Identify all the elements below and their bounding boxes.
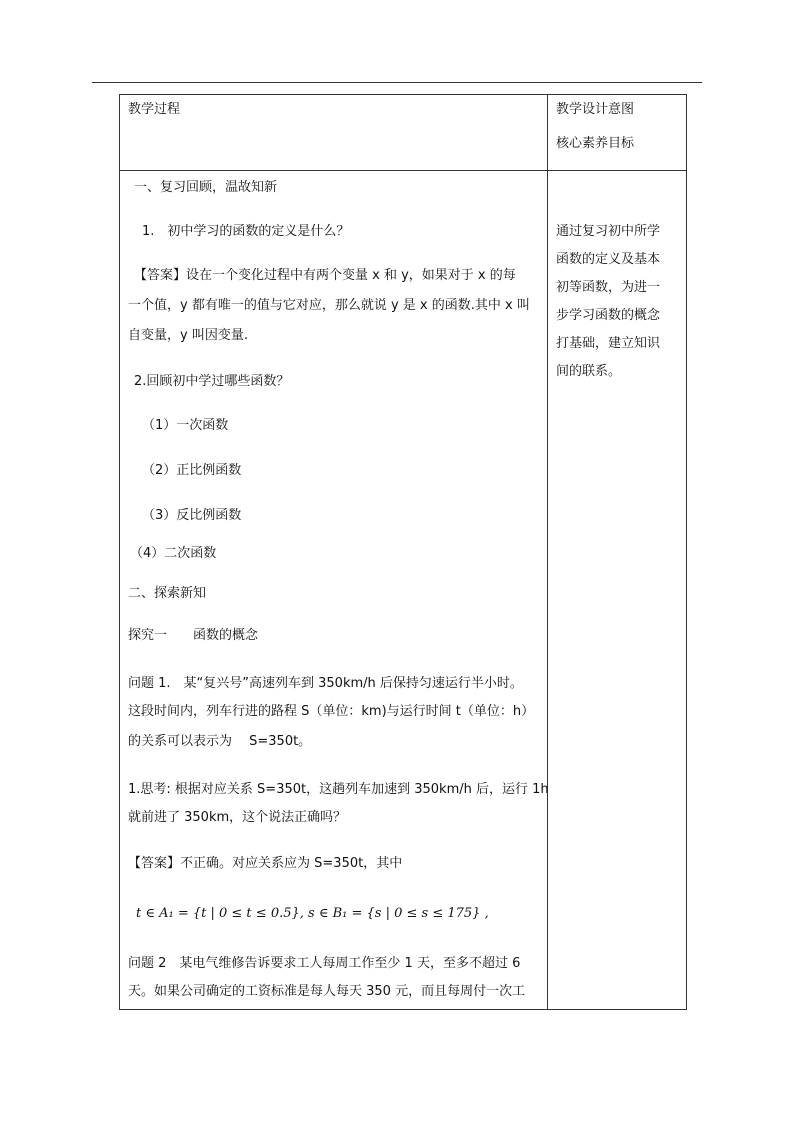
header-divider bbox=[120, 170, 686, 171]
think-line-1: 1.思考: 根据对应关系 S=350t，这趟列车加速到 350km/h 后，运行 1h bbox=[128, 782, 549, 797]
answer-2: 【答案】不正确。对应关系应为 S=350t，其中 bbox=[128, 856, 403, 871]
header-core-goal: 核心素养目标 bbox=[556, 136, 635, 151]
side-note-line-5: 打基础，建立知识 bbox=[556, 336, 661, 351]
answer-1-line-3: 自变量，y 叫因变量. bbox=[128, 328, 248, 343]
answer-1-line-1: 【答案】设在一个变化过程中有两个变量 x 和 y，如果对于 x 的每 bbox=[134, 268, 516, 283]
section-review-title: 一、复习回顾，温故知新 bbox=[134, 180, 278, 195]
answer-1-line-2: 一个值，y 都有唯一的值与它对应，那么就说 y 是 x 的函数.其中 x 叫 bbox=[128, 298, 530, 313]
problem-1-line-2: 这段时间内，列车行进的路程 S（单位：km)与运行时间 t（单位：h） bbox=[128, 704, 535, 719]
header-rule bbox=[92, 82, 702, 83]
question-2: 2.回顾初中学过哪些函数？ bbox=[134, 374, 290, 389]
function-item-4: （4）二次函数 bbox=[130, 546, 217, 561]
header-design-intent: 教学设计意图 bbox=[556, 102, 635, 117]
problem-2-line-2: 天。如果公司确定的工资标准是每人每天 350 元，而且每周付一次工 bbox=[128, 984, 526, 999]
think-line-2: 就前进了 350km，这个说法正确吗？ bbox=[128, 810, 347, 825]
side-note-line-2: 函数的定义及基本 bbox=[556, 252, 661, 267]
section-explore-title: 二、探索新知 bbox=[128, 586, 207, 601]
question-1: 1. 初中学习的函数的定义是什么？ bbox=[142, 224, 350, 239]
side-note-line-1: 通过复习初中所学 bbox=[556, 224, 661, 239]
lesson-table bbox=[119, 94, 687, 1010]
problem-1-line-3: 的关系可以表示为 S=350t。 bbox=[128, 734, 312, 749]
side-note-line-6: 间的联系。 bbox=[556, 364, 622, 379]
problem-2-line-1: 问题 2 某电气维修告诉要求工人每周工作至少 1 天，至多不超过 6 bbox=[128, 956, 521, 971]
function-item-2: （2）正比例函数 bbox=[142, 463, 242, 478]
function-item-1: （1）一次函数 bbox=[142, 418, 229, 433]
side-note-line-3: 初等函数，为进一 bbox=[556, 280, 661, 295]
answer-tag: 【答案】 bbox=[128, 856, 181, 871]
formula-line: t ∈ A₁ = {t | 0 ≤ t ≤ 0.5}, s ∈ B₁ = {s | 0 ≤ s ≤ 175} , bbox=[136, 906, 489, 921]
function-item-3: （3）反比例函数 bbox=[142, 508, 242, 523]
header-process: 教学过程 bbox=[128, 102, 181, 117]
answer-tag: 【答案】 bbox=[134, 268, 187, 283]
column-divider bbox=[547, 95, 548, 1009]
problem-1-line-1: 问题 1. 某“复兴号”高速列车到 350km/h 后保持匀速运行半小时。 bbox=[128, 676, 523, 691]
explore-heading: 探究一 函数的概念 bbox=[128, 628, 259, 643]
side-note-line-4: 步学习函数的概念 bbox=[556, 308, 661, 323]
